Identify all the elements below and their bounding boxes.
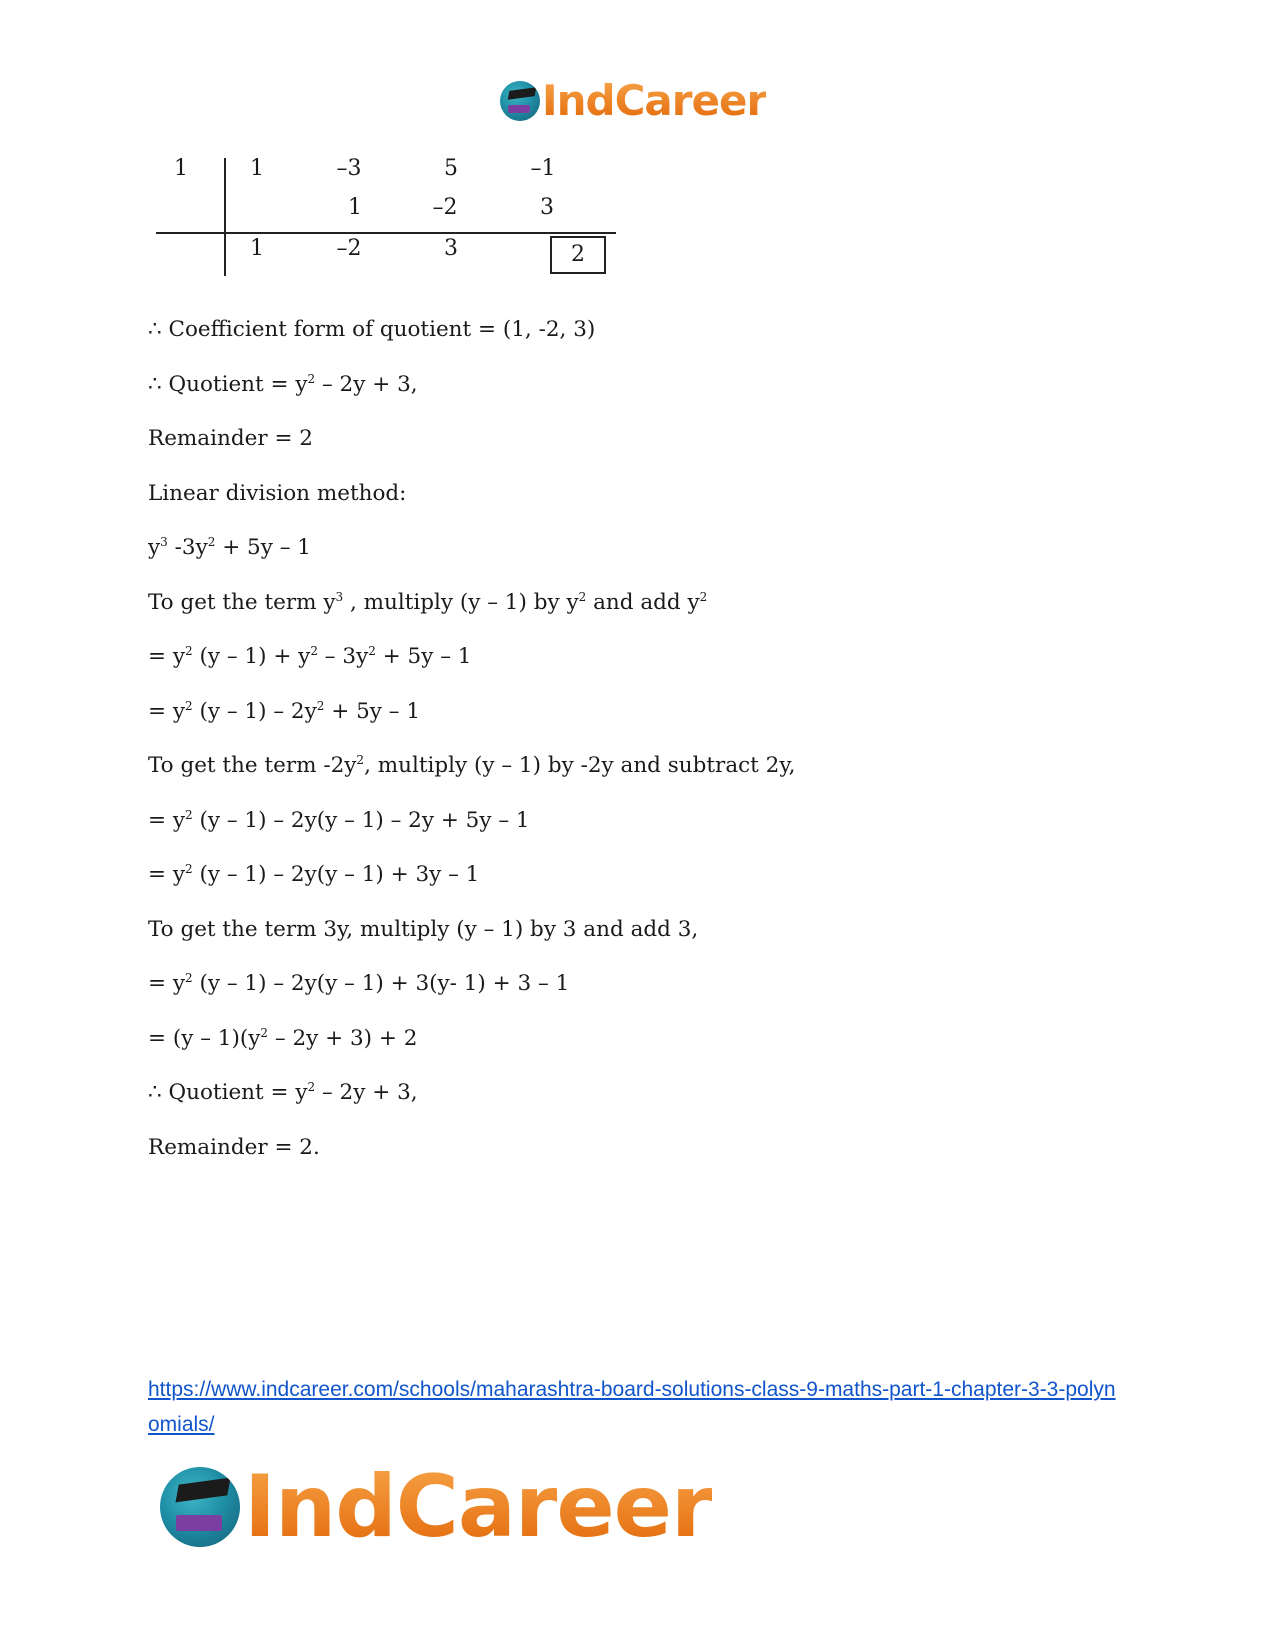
- solution-line: [148, 643, 1148, 698]
- line-text: To get the term y: [148, 589, 336, 615]
- quotient-coefficient: –2: [336, 236, 362, 261]
- line-text: = y: [148, 971, 185, 996]
- exponent: 3: [160, 534, 168, 549]
- line-text: (y – 1) + y: [192, 644, 311, 669]
- line-text: (y – 1) – 2y(y – 1) + 3(y- 1) + 3 – 1: [192, 971, 570, 996]
- line-text: ∴ Quotient = y: [148, 1080, 308, 1105]
- line-text: = y: [148, 807, 185, 833]
- line-text: ∴ Coefficient form of quotient = (1, -2, 3): [148, 317, 596, 342]
- dividend-coefficient: 5: [444, 156, 458, 181]
- exponent: 2: [310, 643, 318, 658]
- exponent: 2: [307, 371, 316, 386]
- remainder-box: 2: [550, 236, 606, 274]
- line-text: + 5y – 1: [324, 698, 420, 724]
- line-text: Remainder = 2.: [148, 1134, 320, 1160]
- dividend-coefficient: 1: [250, 156, 264, 181]
- line-text: Linear division method:: [148, 480, 407, 506]
- line-text: – 2y + 3) + 2: [268, 1025, 418, 1051]
- solution-line: [148, 480, 1148, 535]
- solution-line: [148, 316, 1148, 371]
- solution-line: [148, 861, 1148, 916]
- dividend-coefficient: –3: [336, 156, 362, 181]
- line-text: – 3y: [317, 644, 369, 669]
- logo-wordmark: IndCareer: [542, 76, 767, 125]
- line-text: + 5y – 1: [375, 644, 472, 669]
- line-text: (y – 1) – 2y(y – 1) + 3y – 1: [192, 862, 480, 887]
- solution-line: [148, 589, 1148, 644]
- exponent: 2: [699, 589, 708, 604]
- quotient-coefficient: 3: [444, 236, 458, 261]
- divisor: 1: [174, 156, 188, 181]
- quotient-coefficient: 1: [250, 236, 264, 261]
- line-text: (y – 1) – 2y(y – 1) – 2y + 5y – 1: [192, 807, 530, 833]
- line-text: , multiply (y – 1) by y: [343, 589, 579, 615]
- exponent: 2: [185, 643, 193, 658]
- line-text: (y – 1) – 2y: [192, 698, 317, 724]
- product-value: 3: [540, 195, 554, 220]
- exponent: 2: [260, 1025, 269, 1040]
- header-logo: [500, 76, 767, 125]
- source-url-link[interactable]: https://www.indcareer.com/schools/maharashtra-board-solutions-class-9-maths-part-1-chapter-3-3-polynomials/: [148, 1378, 1116, 1436]
- solution-text: [148, 316, 1148, 1188]
- solution-line: [148, 371, 1148, 426]
- product-value: 1: [348, 195, 362, 220]
- line-text: , multiply (y – 1) by -2y and subtract 2y,: [364, 753, 796, 778]
- line-text: = y: [148, 644, 185, 669]
- synthetic-division-table: [152, 150, 622, 280]
- line-text: and add y: [586, 589, 700, 615]
- exponent: 2: [356, 752, 365, 767]
- exponent: 2: [207, 534, 216, 549]
- graduation-cap-globe-icon: [160, 1467, 240, 1547]
- line-text: To get the term -2y: [148, 753, 357, 778]
- exponent: 2: [316, 698, 325, 713]
- line-text: = (y – 1)(y: [148, 1025, 261, 1051]
- line-text: -3y: [167, 535, 208, 560]
- solution-line: [148, 1079, 1148, 1134]
- product-value: –2: [432, 195, 458, 220]
- line-text: Remainder = 2: [148, 426, 313, 451]
- line-text: – 2y + 3,: [315, 1080, 418, 1105]
- line-text: – 2y + 3,: [315, 371, 418, 397]
- solution-line: [148, 807, 1148, 862]
- exponent: 2: [307, 1079, 316, 1094]
- solution-line: [148, 1134, 1148, 1189]
- line-text: = y: [148, 698, 185, 724]
- solution-line: [148, 970, 1148, 1025]
- solution-line: [148, 752, 1148, 807]
- solution-line: [148, 534, 1148, 589]
- line-text: To get the term 3y, multiply (y – 1) by 3 and add 3,: [148, 916, 699, 942]
- line-text: = y: [148, 862, 185, 887]
- exponent: 2: [185, 698, 193, 713]
- line-text: ∴ Quotient = y: [148, 371, 308, 397]
- solution-line: [148, 698, 1148, 753]
- solution-line: [148, 1025, 1148, 1080]
- logo-wordmark: IndCareer: [244, 1457, 713, 1557]
- exponent: 3: [335, 589, 344, 604]
- exponent: 2: [368, 643, 376, 658]
- line-text: y: [148, 535, 161, 560]
- dividend-coefficient: –1: [530, 156, 556, 181]
- exponent: 2: [185, 807, 193, 822]
- division-vertical-line: [224, 158, 226, 276]
- exponent: 2: [185, 970, 193, 985]
- solution-line: [148, 425, 1148, 480]
- exponent: 2: [185, 861, 193, 876]
- footer-logo: [160, 1457, 713, 1557]
- exponent: 2: [578, 589, 587, 604]
- solution-line: [148, 916, 1148, 971]
- graduation-cap-globe-icon: [500, 81, 540, 121]
- division-horizontal-line: [156, 232, 616, 234]
- line-text: + 5y – 1: [215, 535, 311, 560]
